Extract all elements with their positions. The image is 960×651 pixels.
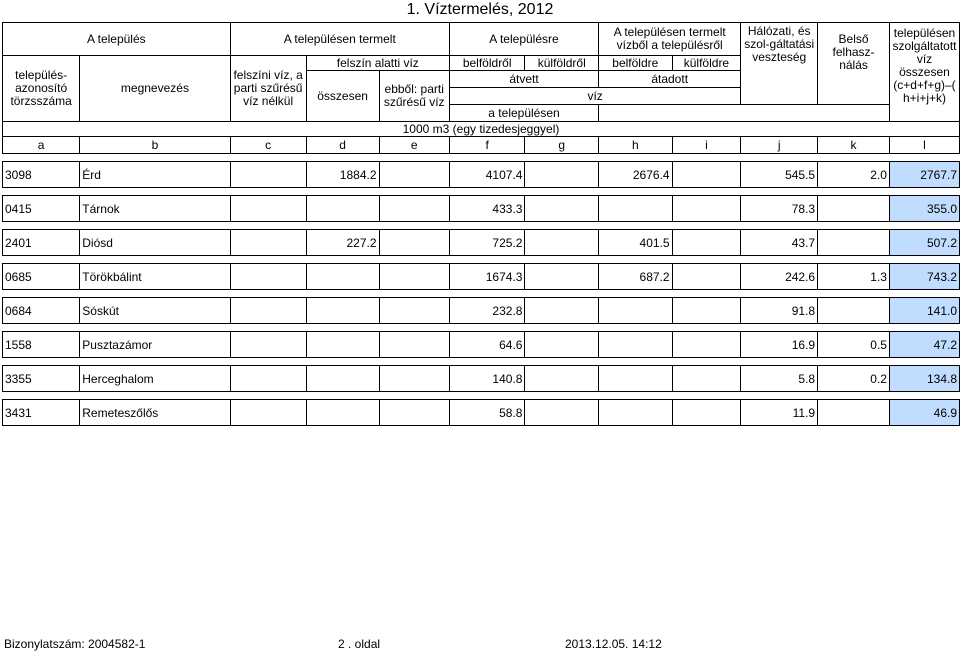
cell-code: 2401	[3, 230, 80, 256]
cell-g	[525, 162, 599, 188]
header-a-telepulesen: a településen	[449, 105, 598, 122]
header-ebbol-parti: ebből: parti szűrésű víz	[379, 71, 449, 122]
cell-i	[672, 298, 741, 324]
header-belso-felhasznalas: Belső felhasz-nálás	[818, 23, 890, 105]
cell-c	[230, 332, 306, 358]
header-atvett: átvett	[449, 71, 598, 88]
water-production-table	[2, 22, 960, 426]
doc-number: Bizonylatszám: 2004582-1	[4, 637, 146, 651]
cell-e	[379, 332, 449, 358]
cell-code: 3431	[3, 400, 80, 426]
cell-code: 0685	[3, 264, 80, 290]
cell-k	[818, 298, 890, 324]
cell-g	[525, 264, 599, 290]
cell-j: 242.6	[741, 264, 818, 290]
timestamp: 2013.12.05. 14:12	[565, 637, 662, 651]
row-separator	[3, 256, 960, 264]
cell-i	[672, 264, 741, 290]
cell-f: 58.8	[449, 400, 525, 426]
cell-d	[306, 298, 379, 324]
cell-name: Törökbálint	[80, 264, 230, 290]
column-letter: c	[230, 137, 306, 154]
column-letter: b	[80, 137, 230, 154]
table-row	[3, 264, 960, 290]
table-row	[3, 196, 960, 222]
cell-e	[379, 366, 449, 392]
cell-f: 4107.4	[449, 162, 525, 188]
cell-code: 0415	[3, 196, 80, 222]
header-felszin-alatti: felszín alatti víz	[306, 56, 449, 71]
row-separator	[3, 290, 960, 298]
header-belfoldrol: belföldről	[449, 56, 525, 71]
cell-code: 3355	[3, 366, 80, 392]
header-telepulesre: A településre	[449, 23, 598, 56]
header-kulfoldre: külföldre	[672, 56, 741, 71]
cell-c	[230, 230, 306, 256]
cell-k: 1.3	[818, 264, 890, 290]
cell-g	[525, 332, 599, 358]
cell-i	[672, 332, 741, 358]
cell-d	[306, 264, 379, 290]
cell-f: 64.6	[449, 332, 525, 358]
cell-i	[672, 230, 741, 256]
cell-h: 2676.4	[599, 162, 672, 188]
header-kulfoldrol: külföldről	[525, 56, 599, 71]
cell-l: 507.2	[889, 230, 959, 256]
cell-i	[672, 196, 741, 222]
row-separator	[3, 392, 960, 400]
row-separator	[3, 324, 960, 332]
cell-e	[379, 298, 449, 324]
cell-code: 0684	[3, 298, 80, 324]
header-atadott: átadott	[599, 71, 741, 88]
cell-code: 1558	[3, 332, 80, 358]
column-letter: j	[741, 137, 818, 154]
table-row	[3, 332, 960, 358]
cell-name: Remeteszőlős	[80, 400, 230, 426]
header-telepulesen-termelt: A településen termelt	[230, 23, 449, 56]
table-row	[3, 298, 960, 324]
cell-l: 2767.7	[889, 162, 959, 188]
header-felszini-viz: felszíni víz, a parti szűrésű víz nélkül	[230, 56, 306, 122]
cell-e	[379, 162, 449, 188]
header-viz: víz	[449, 88, 740, 105]
cell-e	[379, 400, 449, 426]
cell-e	[379, 230, 449, 256]
cell-d	[306, 196, 379, 222]
cell-h: 687.2	[599, 264, 672, 290]
header-osszesen: összesen	[306, 71, 379, 122]
cell-k: 2.0	[818, 162, 890, 188]
cell-i	[672, 366, 741, 392]
cell-j: 91.8	[741, 298, 818, 324]
cell-j: 5.8	[741, 366, 818, 392]
cell-f: 433.3	[449, 196, 525, 222]
cell-h	[599, 400, 672, 426]
row-separator	[3, 222, 960, 230]
cell-j: 78.3	[741, 196, 818, 222]
cell-k	[818, 230, 890, 256]
table-row	[3, 230, 960, 256]
cell-d	[306, 400, 379, 426]
cell-j: 545.5	[741, 162, 818, 188]
column-letter: d	[306, 137, 379, 154]
cell-h	[599, 332, 672, 358]
cell-e	[379, 264, 449, 290]
cell-l: 355.0	[889, 196, 959, 222]
cell-g	[525, 400, 599, 426]
cell-c	[230, 196, 306, 222]
cell-name: Diósd	[80, 230, 230, 256]
header-osszesen-l: településen szolgáltatott víz összesen (c+d+f+g)–( h+i+j+k)	[889, 23, 959, 122]
cell-name: Érd	[80, 162, 230, 188]
cell-d: 1884.2	[306, 162, 379, 188]
cell-f: 140.8	[449, 366, 525, 392]
cell-c	[230, 366, 306, 392]
cell-k: 0.5	[818, 332, 890, 358]
column-letter: f	[449, 137, 525, 154]
cell-g	[525, 366, 599, 392]
cell-code: 3098	[3, 162, 80, 188]
table-row	[3, 366, 960, 392]
cell-h	[599, 298, 672, 324]
column-letter: l	[889, 137, 959, 154]
cell-g	[525, 196, 599, 222]
cell-i	[672, 400, 741, 426]
cell-l: 134.8	[889, 366, 959, 392]
column-letter: a	[3, 137, 80, 154]
header-halozati-veszteseg: Hálózati, és szol-gáltatási veszteség	[741, 23, 818, 105]
cell-g	[525, 230, 599, 256]
column-letter: e	[379, 137, 449, 154]
cell-e	[379, 196, 449, 222]
cell-l: 141.0	[889, 298, 959, 324]
header-megnevezes: megnevezés	[80, 56, 230, 122]
cell-d: 227.2	[306, 230, 379, 256]
page-number: 2 . oldal	[338, 637, 381, 651]
cell-j: 16.9	[741, 332, 818, 358]
row-separator	[3, 154, 960, 162]
cell-h: 401.5	[599, 230, 672, 256]
cell-d	[306, 332, 379, 358]
cell-l: 47.2	[889, 332, 959, 358]
cell-f: 1674.3	[449, 264, 525, 290]
cell-h	[599, 196, 672, 222]
cell-c	[230, 400, 306, 426]
cell-k	[818, 196, 890, 222]
cell-c	[230, 264, 306, 290]
column-letter: h	[599, 137, 672, 154]
cell-name: Pusztazámor	[80, 332, 230, 358]
table-row	[3, 400, 960, 426]
cell-name: Herceghalom	[80, 366, 230, 392]
header-azonosito: település-azonosító törzsszáma	[3, 56, 80, 122]
cell-h	[599, 366, 672, 392]
header-a-telepules: A település	[3, 23, 231, 56]
row-separator	[3, 188, 960, 196]
cell-j: 43.7	[741, 230, 818, 256]
cell-k	[818, 400, 890, 426]
cell-name: Tárnok	[80, 196, 230, 222]
cell-d	[306, 366, 379, 392]
header-belfoldre: belföldre	[599, 56, 672, 71]
cell-name: Sóskút	[80, 298, 230, 324]
header-unit: 1000 m3 (egy tizedesjeggyel)	[3, 122, 960, 137]
cell-f: 232.8	[449, 298, 525, 324]
cell-c	[230, 162, 306, 188]
cell-k: 0.2	[818, 366, 890, 392]
cell-i	[672, 162, 741, 188]
cell-l: 46.9	[889, 400, 959, 426]
cell-g	[525, 298, 599, 324]
header-termelt-vizbol: A településen termelt vízből a településről	[599, 23, 741, 56]
column-letter: i	[672, 137, 741, 154]
row-separator	[3, 358, 960, 366]
cell-f: 725.2	[449, 230, 525, 256]
cell-l: 743.2	[889, 264, 959, 290]
cell-j: 11.9	[741, 400, 818, 426]
column-letter: g	[525, 137, 599, 154]
column-letter: k	[818, 137, 890, 154]
page-title: 1. Víztermelés, 2012	[406, 1, 554, 18]
table-row	[3, 162, 960, 188]
cell-c	[230, 298, 306, 324]
